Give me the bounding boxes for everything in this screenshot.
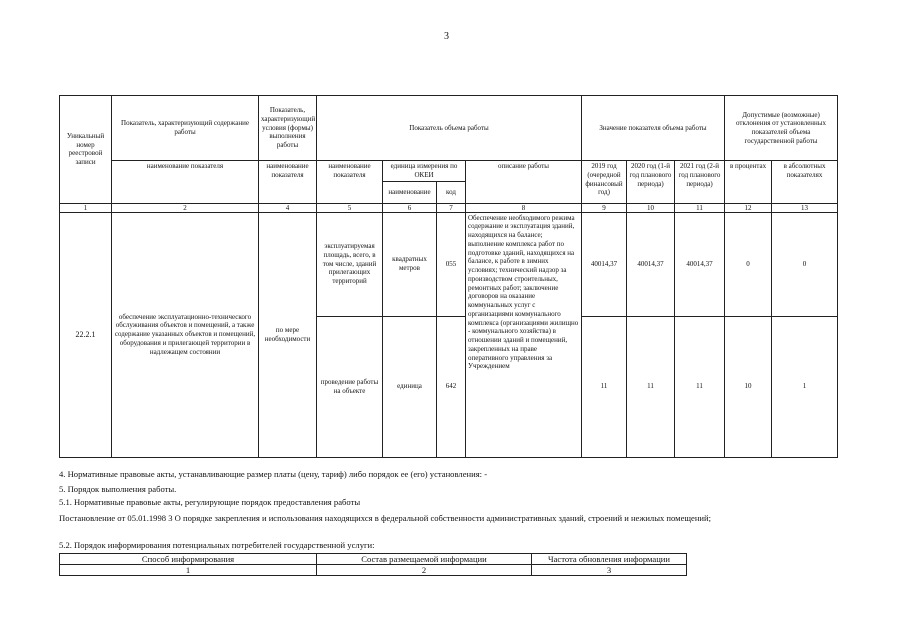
header-unit-code: код xyxy=(437,181,466,203)
deviation-absolute-2: 1 xyxy=(772,316,838,457)
deviation-percent-1: 0 xyxy=(725,212,772,316)
header-name-indicator: наименование показателя xyxy=(112,161,259,204)
work-description: Обеспечение необходимого режима содержание и эксплуатация зданий, находящихся на балансе; выполнение комплекса работ по подготовке зданий, находящихся на балансе, к работе в зимних условиях; технический надзор за производством строительных, ремонтных работ; заключение договоров на оказание коммунальных услуг с организациями коммунального комплекса (организациями жилищно - коммунального хозяйства) в отношении зданий и помещений, закрепленных на праве оперативного управления за Учреждением xyxy=(466,212,582,457)
deviation-percent-2: 10 xyxy=(725,316,772,457)
header-in-percent: в процентах xyxy=(725,161,772,204)
page-number: 3 xyxy=(444,31,449,42)
column-numbers-row xyxy=(60,203,838,212)
info-col-number: 3 xyxy=(532,565,687,576)
value-2020-2: 11 xyxy=(627,316,675,457)
header-year-2021: 2021 год (2-й год планового периода) xyxy=(675,161,725,204)
table-row xyxy=(60,212,838,316)
section-5-2-text: 5.2. Порядок информирования потенциальных потребителей государственной услуги: xyxy=(59,540,375,550)
header-name-indicator-3: наименование показателя xyxy=(317,161,383,204)
section-5-1-text: 5.1. Нормативные правовые акты, регулирующие порядок предоставления работы xyxy=(59,497,361,507)
volume-indicator-2: проведение работы на объекте xyxy=(317,316,383,457)
decree-text: Постановление от 05.01.1998 3 О порядке закрепления и использования находящихся в федеральной собственности административных зданий, строений и нежилых помещений; xyxy=(59,513,712,523)
col-number: 11 xyxy=(675,203,725,212)
unit-name-2: единица xyxy=(383,316,437,457)
header-year-2019: 2019 год (очередной финансовый год) xyxy=(582,161,627,204)
work-content: обеспечение эксплуатационно-технического обслуживания объектов и помещений, а также содержание указанных объектов и помещений, оборудования и прилегающей территории в надлежащем состоянии xyxy=(112,212,259,457)
info-table xyxy=(59,553,687,576)
info-header-frequency: Частота обновления информации xyxy=(532,554,687,565)
col-number: 10 xyxy=(627,203,675,212)
section-4-text: 4. Нормативные правовые акты, устанавливающие размер платы (цену, тариф) либо порядок ее (его) установления: - xyxy=(59,469,488,479)
header-work-description: описание работы xyxy=(466,161,582,204)
col-number: 7 xyxy=(437,203,466,212)
header-indicator-content: Показатель, характеризующий содержание работы xyxy=(112,96,259,161)
col-number: 1 xyxy=(60,203,112,212)
header-unit-name: наименование xyxy=(383,181,437,203)
header-in-absolute: в абсолютных показателях xyxy=(772,161,838,204)
col-number: 12 xyxy=(725,203,772,212)
col-number: 8 xyxy=(466,203,582,212)
header-volume-value: Значение показателя объема работы xyxy=(582,96,725,161)
header-year-2020: 2020 год (1-й год планового периода) xyxy=(627,161,675,204)
col-number: 9 xyxy=(582,203,627,212)
header-deviation: Допустимые (возможные) отклонения от установленных показателей объема государственной работы xyxy=(725,96,838,161)
value-2021-1: 40014,37 xyxy=(675,212,725,316)
info-header-method: Способ информирования xyxy=(60,554,317,565)
work-condition: по мере необходимости xyxy=(259,212,317,457)
work-volume-table xyxy=(59,95,838,458)
info-col-number: 2 xyxy=(317,565,532,576)
value-2020-1: 40014,37 xyxy=(627,212,675,316)
value-2021-2: 11 xyxy=(675,316,725,457)
header-indicator-conditions: Показатель, характеризующий условия (формы) выполнения работы xyxy=(259,96,317,161)
section-5-text: 5. Порядок выполнения работы. xyxy=(59,484,177,494)
info-header-content: Состав размещаемой информации xyxy=(317,554,532,565)
header-volume-indicator: Показатель объема работы xyxy=(317,96,582,161)
col-number: 6 xyxy=(383,203,437,212)
header-unit-okei: единица измерения по ОКЕИ xyxy=(383,161,466,182)
col-number: 13 xyxy=(772,203,838,212)
info-col-number: 1 xyxy=(60,565,317,576)
value-2019-1: 40014,37 xyxy=(582,212,627,316)
volume-indicator-1: эксплуатируемая площадь, всего, в том числе, зданий прилегающих территорий xyxy=(317,212,383,316)
header-name-indicator-2: наименование показателя xyxy=(259,161,317,204)
col-number: 5 xyxy=(317,203,383,212)
deviation-absolute-1: 0 xyxy=(772,212,838,316)
unit-code-2: 642 xyxy=(437,316,466,457)
col-number: 2 xyxy=(112,203,259,212)
header-unique-number: Уникальный номер реестровой записи xyxy=(60,96,112,204)
unit-name-1: квадратных метров xyxy=(383,212,437,316)
col-number: 4 xyxy=(259,203,317,212)
unit-code-1: 055 xyxy=(437,212,466,316)
registry-number: 22.2.1 xyxy=(60,212,112,457)
value-2019-2: 11 xyxy=(582,316,627,457)
